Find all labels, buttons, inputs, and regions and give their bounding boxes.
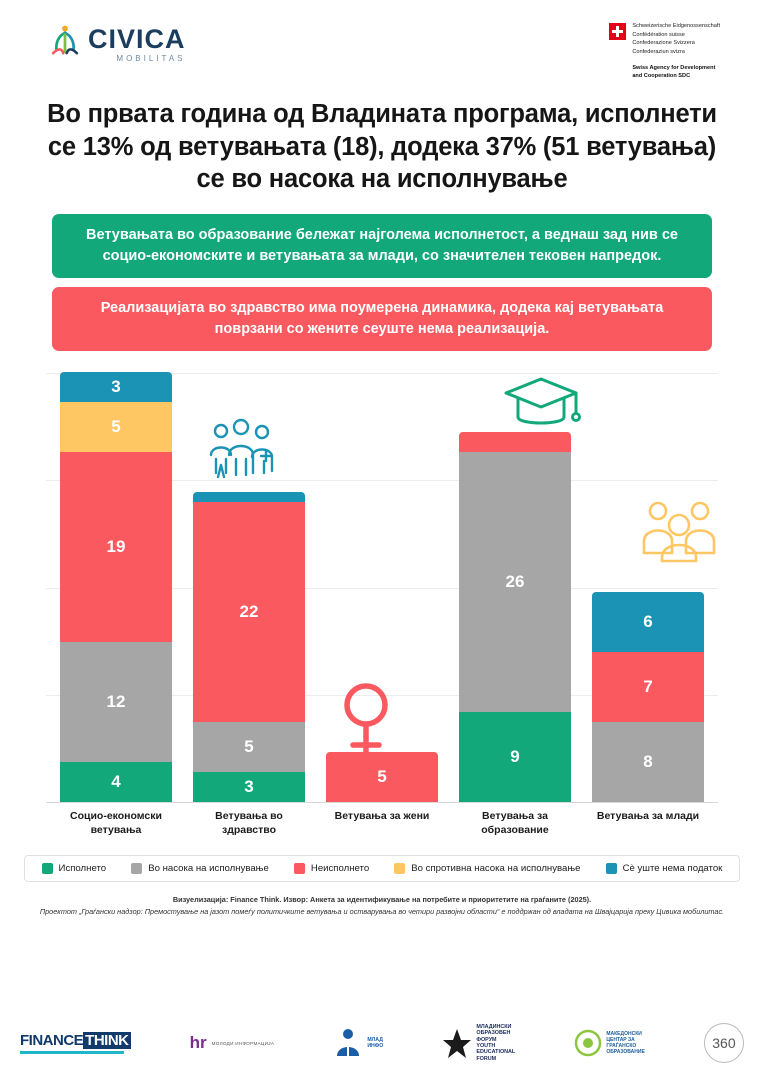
macedonian-civic-education-center-logo bbox=[574, 1028, 644, 1058]
hr-subtitle: МОЛОДИ ИНФОРМАЦИЈА bbox=[211, 1040, 275, 1046]
segment-no-data: 6 bbox=[592, 592, 704, 652]
civica-logo-mark bbox=[48, 22, 82, 64]
mld-line-2: ИНФО bbox=[367, 1043, 384, 1049]
segment-in-progress: 12 bbox=[60, 642, 172, 762]
category-label-socio-economic: Социо-економски ветувања bbox=[70, 809, 162, 836]
badge-360: 360 bbox=[704, 1023, 744, 1063]
callout-health-women-negative: Реализацијата во здравство има поумерена динамика, додека кај ветувањата поврзани со жените сеуште нема реализација. bbox=[52, 287, 712, 351]
finance-think-underline bbox=[20, 1051, 124, 1054]
mcgo-emblem-icon bbox=[574, 1028, 602, 1058]
category-label-health: Ветувања во здравство bbox=[215, 809, 283, 836]
page-header bbox=[0, 0, 764, 92]
legend-label: Неисполнето bbox=[310, 862, 370, 874]
legend-swatch-icon bbox=[606, 863, 617, 874]
bar-health bbox=[193, 373, 305, 802]
swiss-line-4: Confederaziun svizra bbox=[632, 48, 685, 55]
swiss-flag-icon bbox=[609, 23, 626, 40]
category-label-women: Ветувања за жени bbox=[334, 809, 430, 822]
segment-fulfilled: 9 bbox=[459, 712, 571, 802]
segment-in-progress: 8 bbox=[592, 722, 704, 802]
segment-unfulfilled: 22 bbox=[193, 502, 305, 722]
bar-women bbox=[326, 373, 438, 802]
chart-category-labels bbox=[46, 803, 718, 837]
legend-swatch-icon bbox=[294, 863, 305, 874]
civica-logo-title: CIVICA bbox=[88, 24, 186, 54]
chart-plot-area bbox=[46, 373, 718, 803]
segment-unfulfilled: 19 bbox=[60, 452, 172, 642]
category-label-youth: Ветувања за млади bbox=[596, 809, 700, 822]
civica-logo-subtitle: MOBILITAS bbox=[116, 54, 186, 63]
legend-item-in-progress bbox=[131, 863, 269, 874]
finance-think-logo bbox=[20, 1032, 131, 1054]
swiss-agency-line-1: Swiss Agency for Development bbox=[632, 64, 716, 71]
mcgo-line-4: ОБРАЗОВАНИЕ bbox=[606, 1049, 645, 1056]
legend-swatch-icon bbox=[394, 863, 405, 874]
think-text: THINK bbox=[85, 1032, 129, 1049]
mof-line-5: EDUCATIONAL bbox=[476, 1049, 516, 1056]
legend-item-no-data bbox=[606, 863, 723, 874]
callout-group bbox=[52, 214, 712, 351]
segment-unfulfilled: 7 bbox=[592, 652, 704, 722]
bar-socio-economic bbox=[60, 373, 172, 802]
youth-educational-forum-logo bbox=[442, 1024, 515, 1063]
mcgo-line-1: МАКЕДОНСКИ bbox=[606, 1030, 642, 1037]
sources-note bbox=[34, 894, 730, 917]
chart-legend bbox=[24, 855, 740, 882]
mof-line-1: МЛАДИНСКИ bbox=[476, 1023, 512, 1030]
mof-star-icon bbox=[442, 1027, 472, 1059]
legend-swatch-icon bbox=[42, 863, 53, 874]
segment-no-data: 3 bbox=[60, 372, 172, 402]
mld-emblem-icon bbox=[333, 1026, 363, 1060]
finance-text: FINANCE bbox=[20, 1032, 84, 1049]
swiss-confederation-logo bbox=[609, 22, 720, 80]
civica-mobilitas-logo bbox=[48, 22, 186, 64]
chart-bars bbox=[46, 373, 718, 802]
segment-opposite-direction: 5 bbox=[60, 402, 172, 452]
category-label-education: Ветувања за образование bbox=[481, 809, 549, 836]
swiss-line-1: Schweizerische Eidgenossenschaft bbox=[632, 23, 720, 29]
mof-line-6: FORUM bbox=[476, 1055, 497, 1062]
mld-logo bbox=[333, 1026, 383, 1060]
mof-line-3: ФОРУМ bbox=[476, 1036, 497, 1043]
mof-line-2: ОБРАЗОВЕН bbox=[476, 1030, 511, 1037]
swiss-line-3: Confederazione Svizzera bbox=[632, 40, 695, 47]
legend-swatch-icon bbox=[131, 863, 142, 874]
legend-item-fulfilled bbox=[42, 863, 107, 874]
legend-item-opposite-direction bbox=[394, 863, 580, 874]
mof-line-4: YOUTH bbox=[476, 1043, 496, 1049]
hr-mark: hr bbox=[189, 1033, 207, 1052]
finance-think-wordmark bbox=[20, 1032, 131, 1049]
legend-label: Сè уште нема податок bbox=[622, 862, 723, 874]
callout-education-positive: Ветувањата во образование бележат најголема исполнетост, а веднаш зад нив се социо-економските и ветувањата за млади, со значителен тековен напредок. bbox=[52, 214, 712, 278]
swiss-line-2: Confédération suisse bbox=[632, 31, 685, 38]
legend-item-unfulfilled bbox=[294, 863, 369, 874]
mld-line-1: МЛАД bbox=[367, 1036, 383, 1043]
page-title: Во првата година од Владината програма, исполнети се 13% од ветувањата (18), додека 37% (51 ветувања) се во насока на исполнување bbox=[47, 100, 717, 194]
legend-label: Во спротивна насока на исполнување bbox=[411, 862, 581, 874]
swiss-agency-line-2: and Cooperation SDC bbox=[632, 73, 691, 80]
stacked-bar-chart bbox=[46, 373, 718, 843]
segment-unfulfilled: 5 bbox=[326, 752, 438, 802]
mcgo-line-3: ГРАЃАНСКО bbox=[606, 1043, 637, 1049]
hr-logo bbox=[190, 1033, 275, 1053]
segment-no-data bbox=[193, 492, 305, 502]
bar-youth bbox=[592, 373, 704, 802]
source-line-1: Визуелизација: Finance Think. Извор: Анкета за идентификување на потребите и приоритетите на граѓаните (2025). bbox=[172, 894, 592, 904]
partner-logos bbox=[0, 1014, 764, 1072]
segment-unfulfilled bbox=[459, 432, 571, 452]
segment-fulfilled: 3 bbox=[193, 772, 305, 802]
segment-in-progress: 5 bbox=[193, 722, 305, 772]
legend-label: Во насока на исполнување bbox=[148, 862, 269, 874]
mcgo-line-2: ЦЕНТАР ЗА bbox=[606, 1036, 635, 1043]
segment-fulfilled: 4 bbox=[60, 762, 172, 802]
segment-in-progress: 26 bbox=[459, 452, 571, 712]
legend-label: Исполнето bbox=[58, 862, 107, 874]
source-line-2: Проектот „Граѓански надзор: Премостување на јазот помеѓу политичките ветувања и остварувања во четири развојни области“ е поддржан од владата на Швајцарија преку Цивика мобилитас. bbox=[39, 906, 725, 916]
bar-education bbox=[459, 373, 571, 802]
